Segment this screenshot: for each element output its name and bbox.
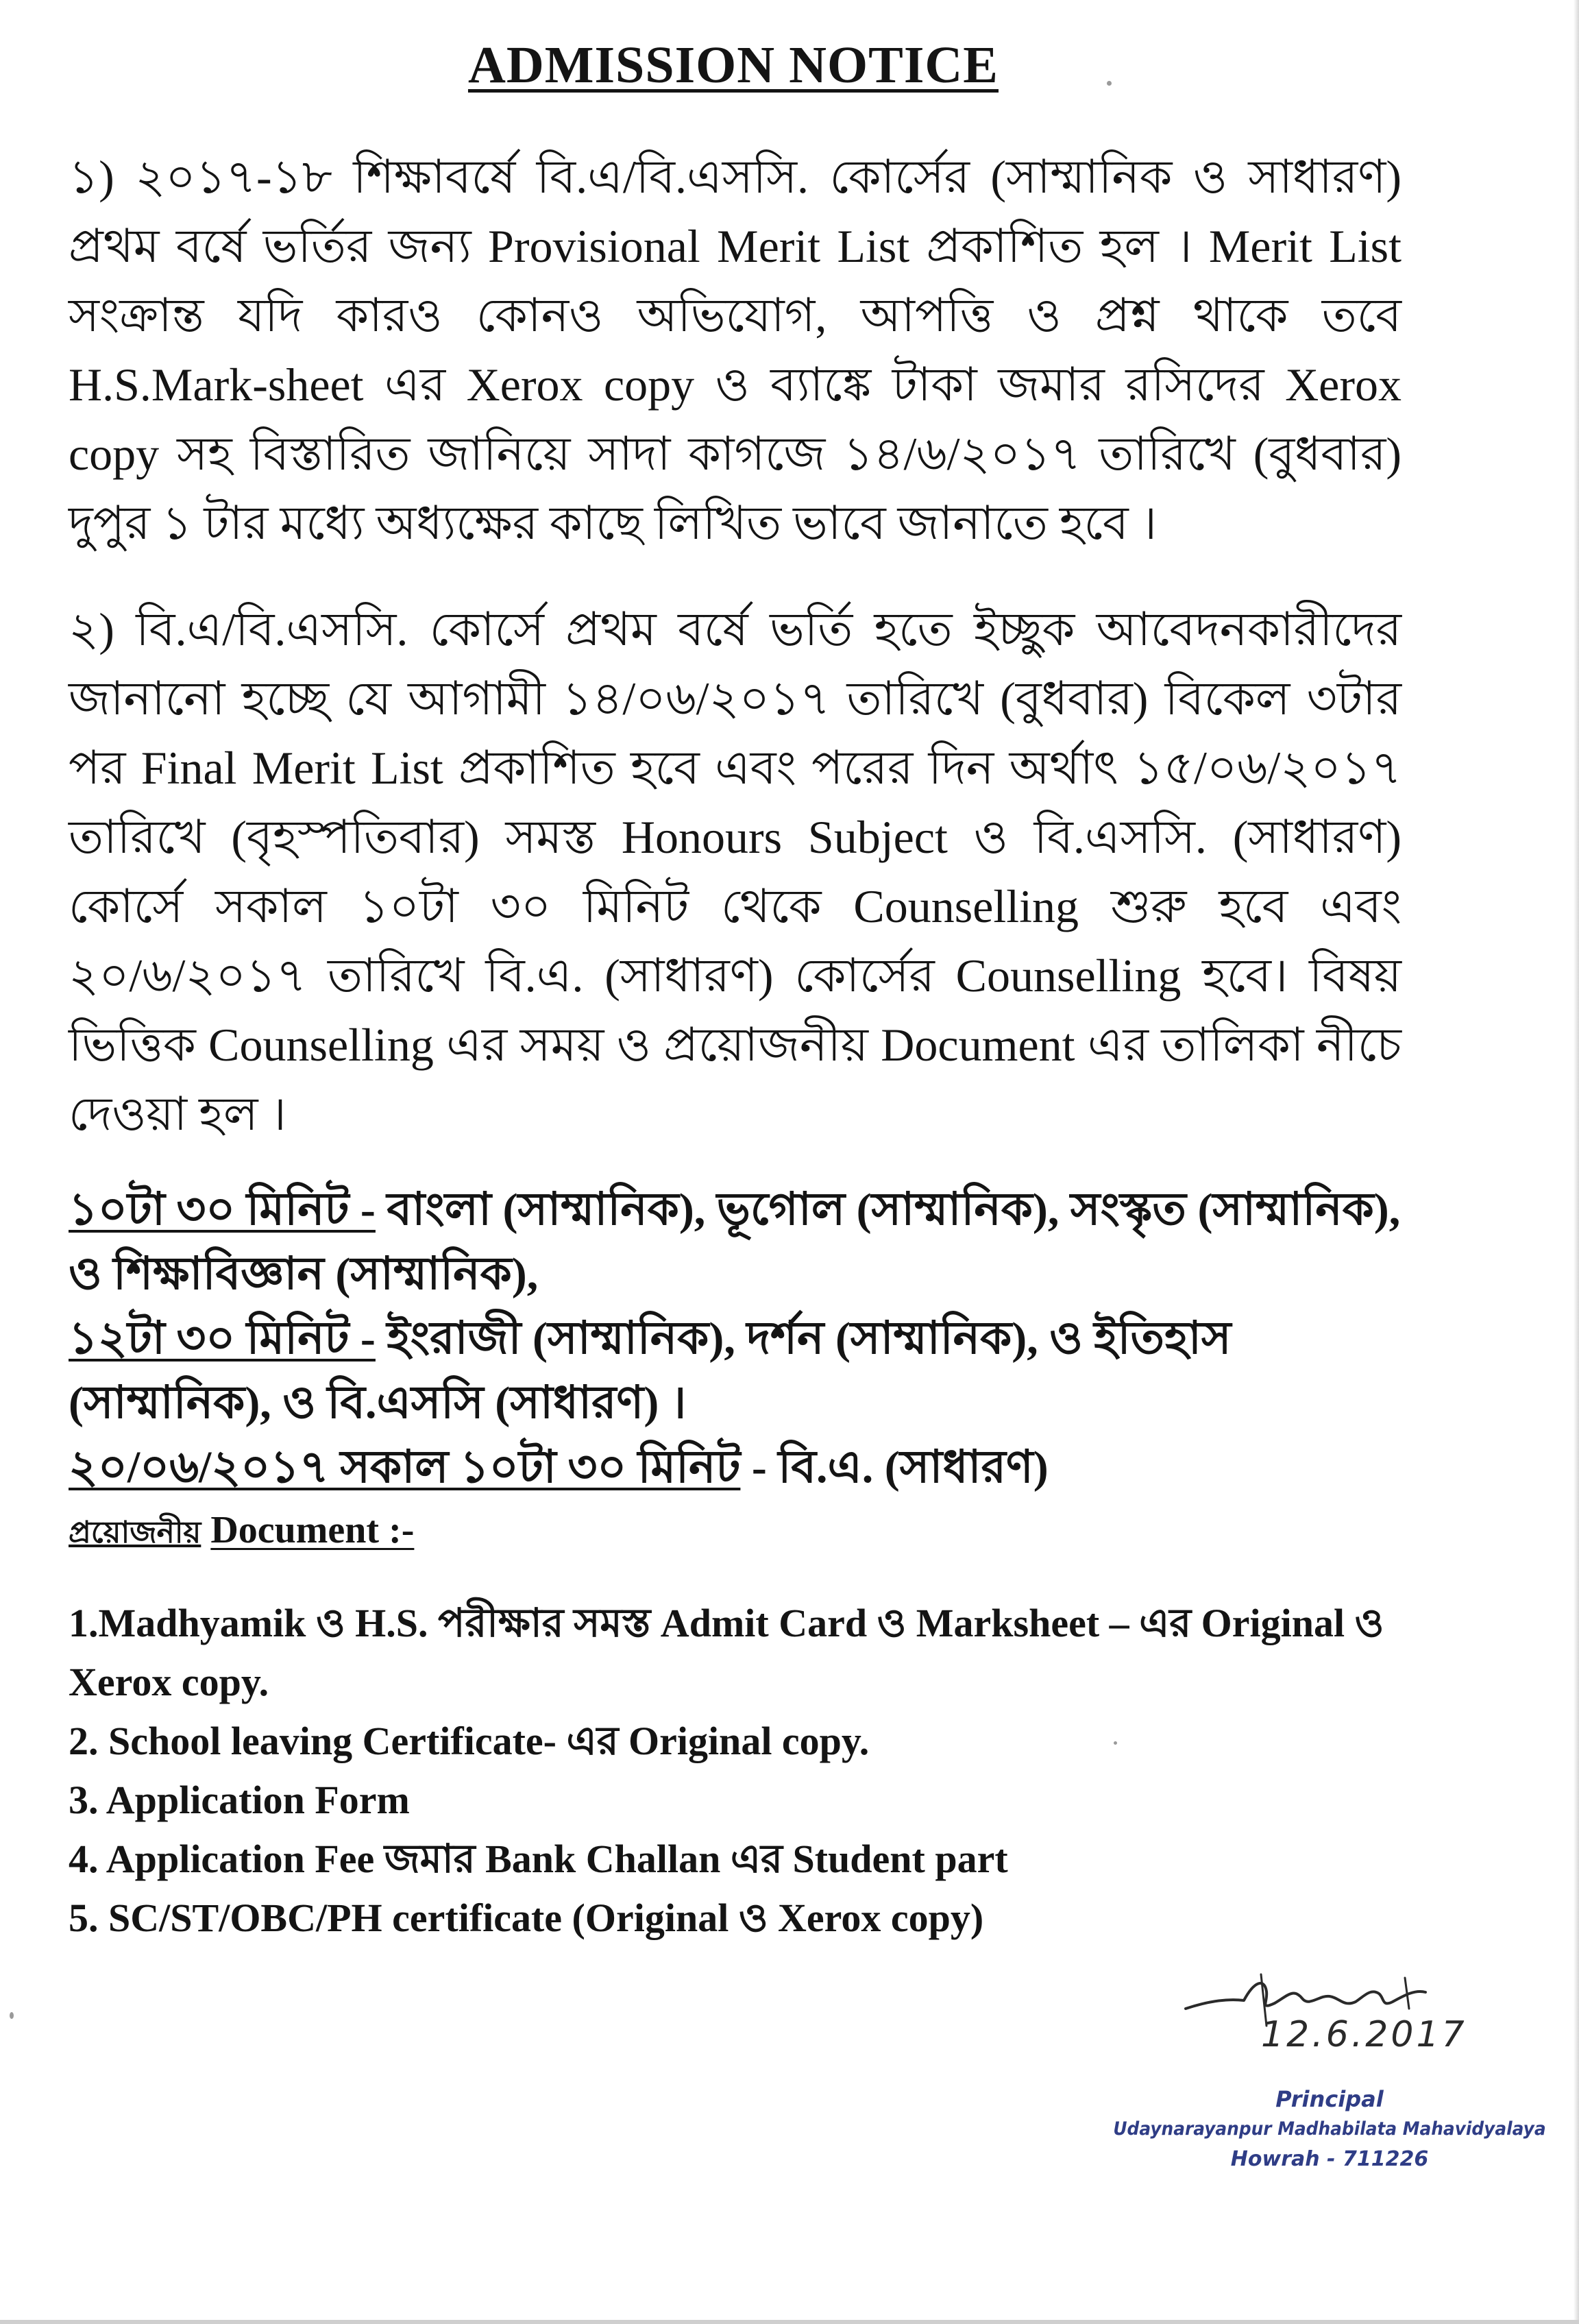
paragraph-2-number: ২) [69,603,114,655]
scan-speck [10,2012,14,2019]
schedule-time: ২০/০৬/২০১৭ সকাল ১০টা ৩০ মিনিট [69,1442,741,1492]
notice-title-text: ADMISSION NOTICE [467,36,999,94]
schedule-subjects: - বি.এ. (সাধারণ) [751,1442,1049,1492]
scan-speck [1114,1741,1117,1745]
paragraph-1-text: ২০১৭-১৮ শিক্ষাবর্ষে বি.এ/বি.এসসি. কোর্সের (সাম্মানিক ও সাধারণ) প্রথম বর্ষে ভর্তির জন্য Provisional Merit List প্রকাশিত হল । Merit List সংক্রান্ত যদি কারও কোনও অভিযোগ, আপত্তি ও প্রশ্ন থাকে তবে H.S.Mark-sheet এর Xerox copy ও ব্যাঙ্কে টাকা জমার রসিদের Xerox copy সহ বিস্তারিত জানিয়ে সাদা কাগজে ১৪/৬/২০১৭ তারিখে (বুধবার) দুপুর ১ টার মধ্যে অধ্যক্ষের কাছে লিখিত ভাবে জানাতে হবে । [69,151,1401,549]
documents-heading-bn: প্রয়োজনীয় [69,1516,201,1549]
counselling-schedule [69,1178,1401,1500]
schedule-subjects: ইংরাজী (সাম্মানিক), দর্শন (সাম্মানিক), ও ইতিহাস (সাম্মানিক), ও বি.এসসি (সাধারণ) । [69,1314,1232,1428]
paragraph-2 [69,595,1401,1149]
stamp-college: Udaynarayanpur Madhabilata Mahavidyalaya [1113,2118,1546,2140]
schedule-row [69,1178,1401,1307]
notice-title [0,36,1467,95]
documents-heading-en: Document :- [210,1509,415,1551]
documents-heading [69,1508,414,1560]
paragraph-1 [69,143,1401,558]
document-item: 3. Application Form [69,1778,410,1822]
scan-edge-bottom [0,2320,1579,2324]
scan-speck [1107,81,1112,86]
document-item: 2. School leaving Certificate- এর Original copy. [69,1719,870,1763]
scan-edge-right [1574,0,1579,2324]
document-item: 1.Madhyamik ও H.S. পরীক্ষার সমস্ত Admit Card ও Marksheet – এর Original ও Xerox copy. [69,1601,1384,1704]
stamp-address: Howrah - 711226 [1230,2147,1429,2171]
schedule-row [69,1307,1401,1436]
schedule-row [69,1436,1401,1500]
document-item: 5. SC/ST/OBC/PH certificate (Original ও Xerox copy) [69,1896,984,1940]
schedule-time: ১২টা ৩০ মিনিট - [69,1314,376,1364]
schedule-time: ১০টা ৩০ মিনিট - [69,1185,376,1235]
principal-stamp [1090,2084,1569,2175]
stamp-title: Principal [1275,2086,1384,2112]
paragraph-1-number: ১) [69,151,114,203]
paragraph-2-text: বি.এ/বি.এসসি. কোর্সে প্রথম বর্ষে ভর্তি হতে ইচ্ছুক আবেদনকারীদের জানানো হচ্ছে যে আগামী ১৪/০৬/২০১৭ তারিখে (বুধবার) বিকেল ৩টার পর Final Merit List প্রকাশিত হবে এবং পরের দিন অর্থাৎ ১৫/০৬/২০১৭ তারিখে (বৃহস্পতিবার) সমস্ত Honours Subject ও বি.এসসি. (সাধারণ) কোর্সে সকাল ১০টা ৩০ মিনিট থেকে Counselling শুরু হবে এবং ২০/৬/২০১৭ তারিখে বি.এ. (সাধারণ) কোর্সের Counselling হবে। বিষয় ভিত্তিক Counselling এর সময় ও প্রয়োজনীয় Document এর তালিকা নীচে দেওয়া হল । [69,603,1401,1140]
document-item: 4. Application Fee জমার Bank Challan এর Student part [69,1837,1008,1881]
signature-date: 12.6.2017 [1261,2014,1467,2055]
documents-list [69,1594,1401,1948]
schedule-subjects: বাংলা (সাম্মানিক), ভূগোল (সাম্মানিক), সংস্কৃত (সাম্মানিক), ও শিক্ষাবিজ্ঞান (সাম্মানিক), [69,1185,1401,1299]
